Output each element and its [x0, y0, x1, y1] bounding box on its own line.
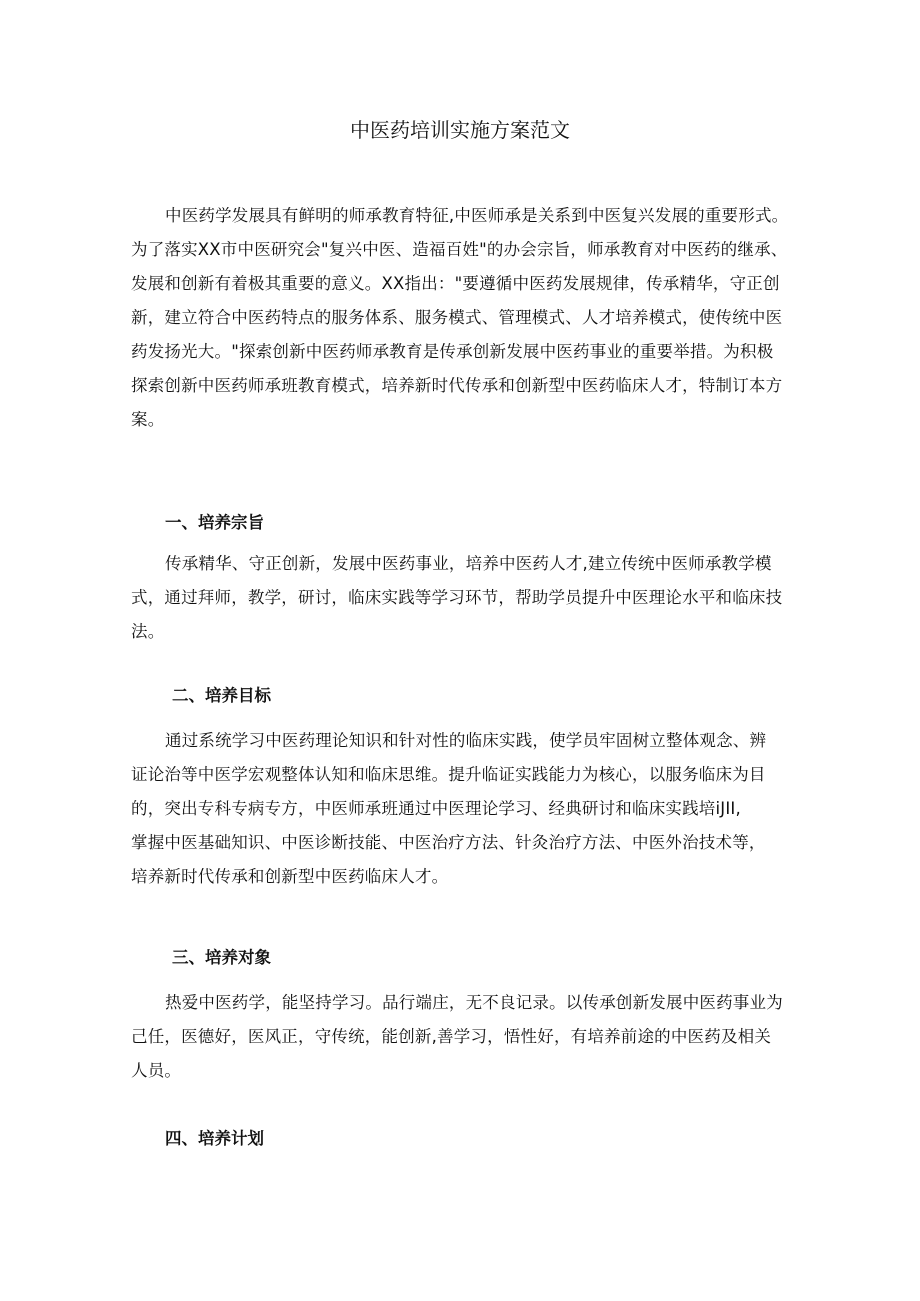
paragraph-line: 己任，医德好，医风正，守传统，能创新,善学习，悟性好，有培养前途的中医药及相关 — [131, 1027, 772, 1046]
paragraph-line: 案。 — [131, 410, 165, 429]
section-target-paragraph — [131, 986, 801, 1088]
document-title: 中医药培训实施方案范文 — [350, 118, 570, 142]
paragraph-line: 热爱中医药学，能坚持学习。品行端庄，无不良记录。以传承创新发展中医药事业为 — [165, 993, 783, 1012]
section-purpose-paragraph — [131, 547, 801, 649]
section-heading-purpose: 一、培养宗旨 — [165, 513, 264, 532]
paragraph-line: 证论治等中医学宏观整体认知和临床思维。提升临证实践能力为核心，以服务临床为目 — [131, 765, 766, 784]
paragraph-line: 传承精华、守正创新，发展中医药事业，培养中医药人才,建立传统中医师承教学模 — [165, 554, 772, 573]
paragraph-line: 探索创新中医药师承班教育模式，培养新时代传承和创新型中医药临床人才，特制订本方 — [131, 376, 783, 395]
paragraph-line: 人员。 — [131, 1061, 182, 1080]
paragraph-line: 为了落实XX市中医研究会"复兴中医、造福百姓"的办会宗旨，师承教育对中医药的继承、 — [131, 240, 788, 259]
paragraph-line: 的，突出专科专病专方，中医师承班通过中医理论学习、经典研讨和临床实践培iJII, — [131, 799, 741, 818]
paragraph-line: 掌握中医基础知识、中医诊断技能、中医治疗方法、针灸治疗方法、中医外治技术等， — [131, 833, 766, 852]
section-heading-goals: 二、培养目标 — [172, 686, 271, 705]
paragraph-line: 培养新时代传承和创新型中医药临床人才。 — [131, 867, 449, 886]
paragraph-line: 通过系统学习中医药理论知识和针对性的临床实践，使学员牢固树立整体观念、辨 — [165, 731, 767, 750]
paragraph-line: 药发扬光大。"探索创新中医药师承教育是传承创新发展中医药事业的重要举措。为积极 — [131, 342, 774, 361]
section-heading-target: 三、培养对象 — [172, 948, 271, 967]
paragraph-line: 新，建立符合中医药特点的服务体系、服务模式、管理模式、人才培养模式，使传统中医 — [131, 308, 783, 327]
paragraph-line: 法。 — [131, 622, 165, 641]
paragraph-line: 发展和创新有着极其重要的意义。XX指出："要遵循中医药发展规律，传承精华，守正创 — [131, 274, 780, 293]
paragraph-line: 式，通过拜师，教学，研讨，临床实践等学习环节，帮助学员提升中医理论水平和临床技 — [131, 588, 783, 607]
intro-paragraph — [131, 199, 801, 437]
paragraph-line: 中医药学发展具有鲜明的师承教育特征,中医师承是关系到中医复兴发展的重要形式。 — [165, 206, 789, 225]
section-goals-paragraph — [131, 724, 801, 894]
section-heading-plan: 四、培养计划 — [165, 1129, 264, 1148]
